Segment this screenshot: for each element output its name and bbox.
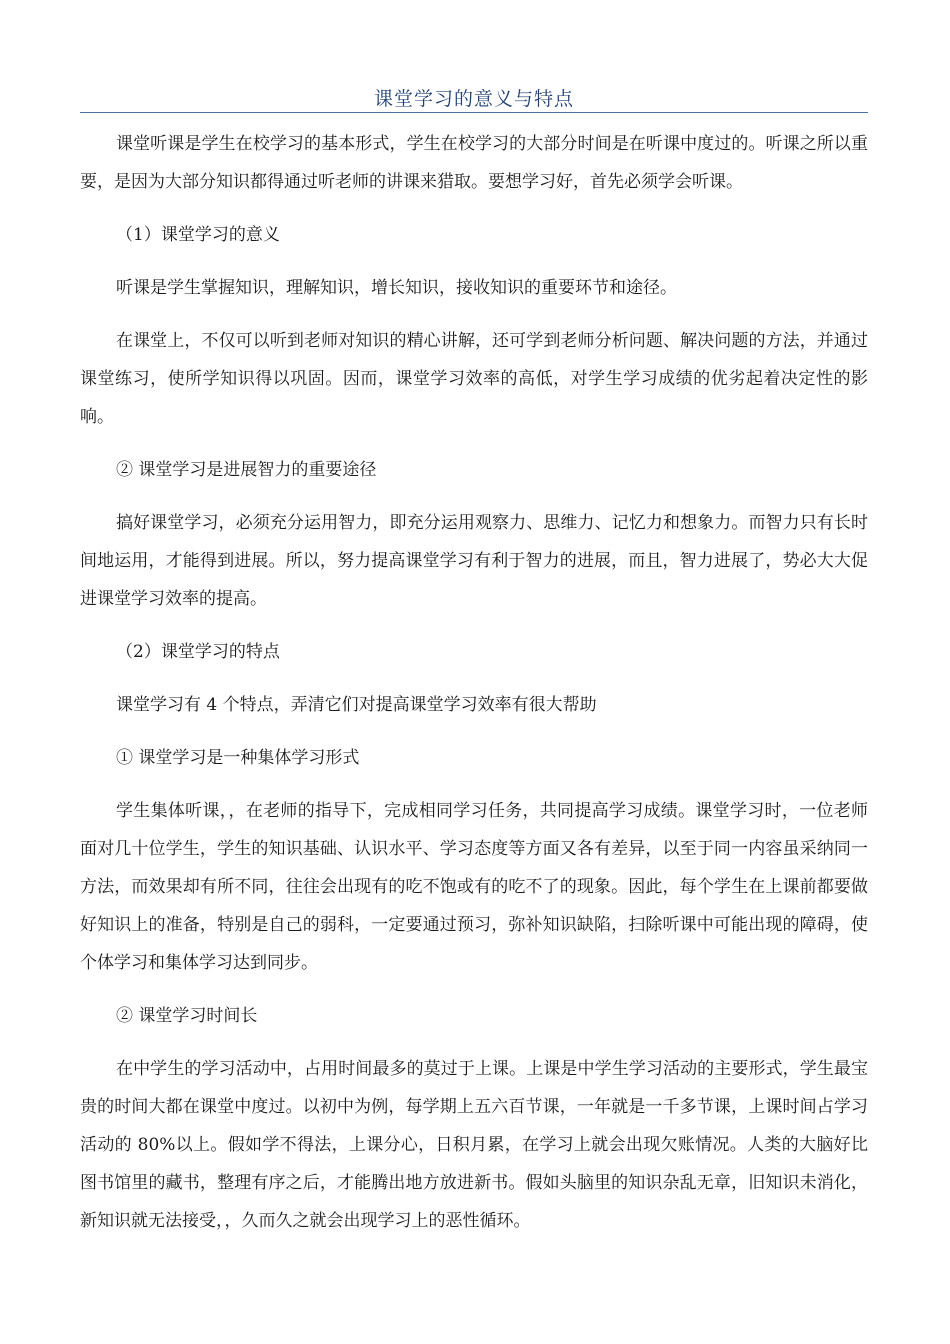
subsection-heading: ② 课堂学习是进展智力的重要途径 <box>116 460 377 480</box>
paragraph: 学生集体听课，，在老师的指导下，完成相同学习任务，共同提高学习成绩。课堂学习时，一位老师面对几十位学生，学生的知识基础、认识水平、学习态度等方面又各有差异，以至于同一内容虽采纳同一方法，而效果却有所不同，往往会出现有的吃不饱或有的吃不了的现象。因此，每个学生在上课前都要做好知识上的准备，特别是自己的弱科，一定要通过预习，弥补知识缺陷，扫除听课中可能出现的障碍，使个体学习和集体学习达到同步。 <box>80 801 868 973</box>
paragraph: 课堂学习有 4 个特点，弄清它们对提高课堂学习效率有很大帮助 <box>116 695 597 715</box>
page-header <box>80 80 868 113</box>
subsection-heading: ② 课堂学习时间长 <box>116 1006 258 1026</box>
section-heading-meaning: （1）课堂学习的意义 <box>116 225 280 245</box>
paragraph: 搞好课堂学习，必须充分运用智力，即充分运用观察力、思维力、记忆力和想象力。而智力只有长时间地运用，才能得到进展。所以，努力提高课堂学习有利于智力的进展，而且，智力进展了，势必大大促进课堂学习效率的提高。 <box>80 513 868 609</box>
subsection-heading: ① 课堂学习是一种集体学习形式 <box>116 748 360 768</box>
paragraph: 在课堂上，不仅可以听到老师对知识的精心讲解，还可学到老师分析问题、解决问题的方法，并通过课堂练习，使所学知识得以巩固。因而，课堂学习效率的高低，对学生学习成绩的优劣起着决定性的影响。 <box>80 331 868 427</box>
paragraph: 在中学生的学习活动中，占用时间最多的莫过于上课。上课是中学生学习活动的主要形式，学生最宝贵的时间大都在课堂中度过。以初中为例，每学期上五六百节课，一年就是一千多节课，上课时间占学习活动的 80%以上。假如学不得法，上课分心，日积月累，在学习上就会出现欠账情况。人类的大脑好比图书馆里的藏书，整理有序之后，才能腾出地方放进新书。假如头脑里的知识杂乱无章，旧知识未消化，新知识就无法接受，，久而久之就会出现学习上的恶性循环。 <box>80 1059 868 1231</box>
section-heading-features: （2）课堂学习的特点 <box>116 642 280 662</box>
paragraph-intro: 课堂听课是学生在校学习的基本形式，学生在校学习的大部分时间是在听课中度过的。听课之所以重要，是因为大部分知识都得通过听老师的讲课来猎取。要想学习好，首先必须学会听课。 <box>80 134 868 192</box>
paragraph: 听课是学生掌握知识，理解知识，增长知识，接收知识的重要环节和途径。 <box>116 278 677 298</box>
document-body <box>80 125 868 1255</box>
page-title: 课堂学习的意义与特点 <box>373 88 574 110</box>
